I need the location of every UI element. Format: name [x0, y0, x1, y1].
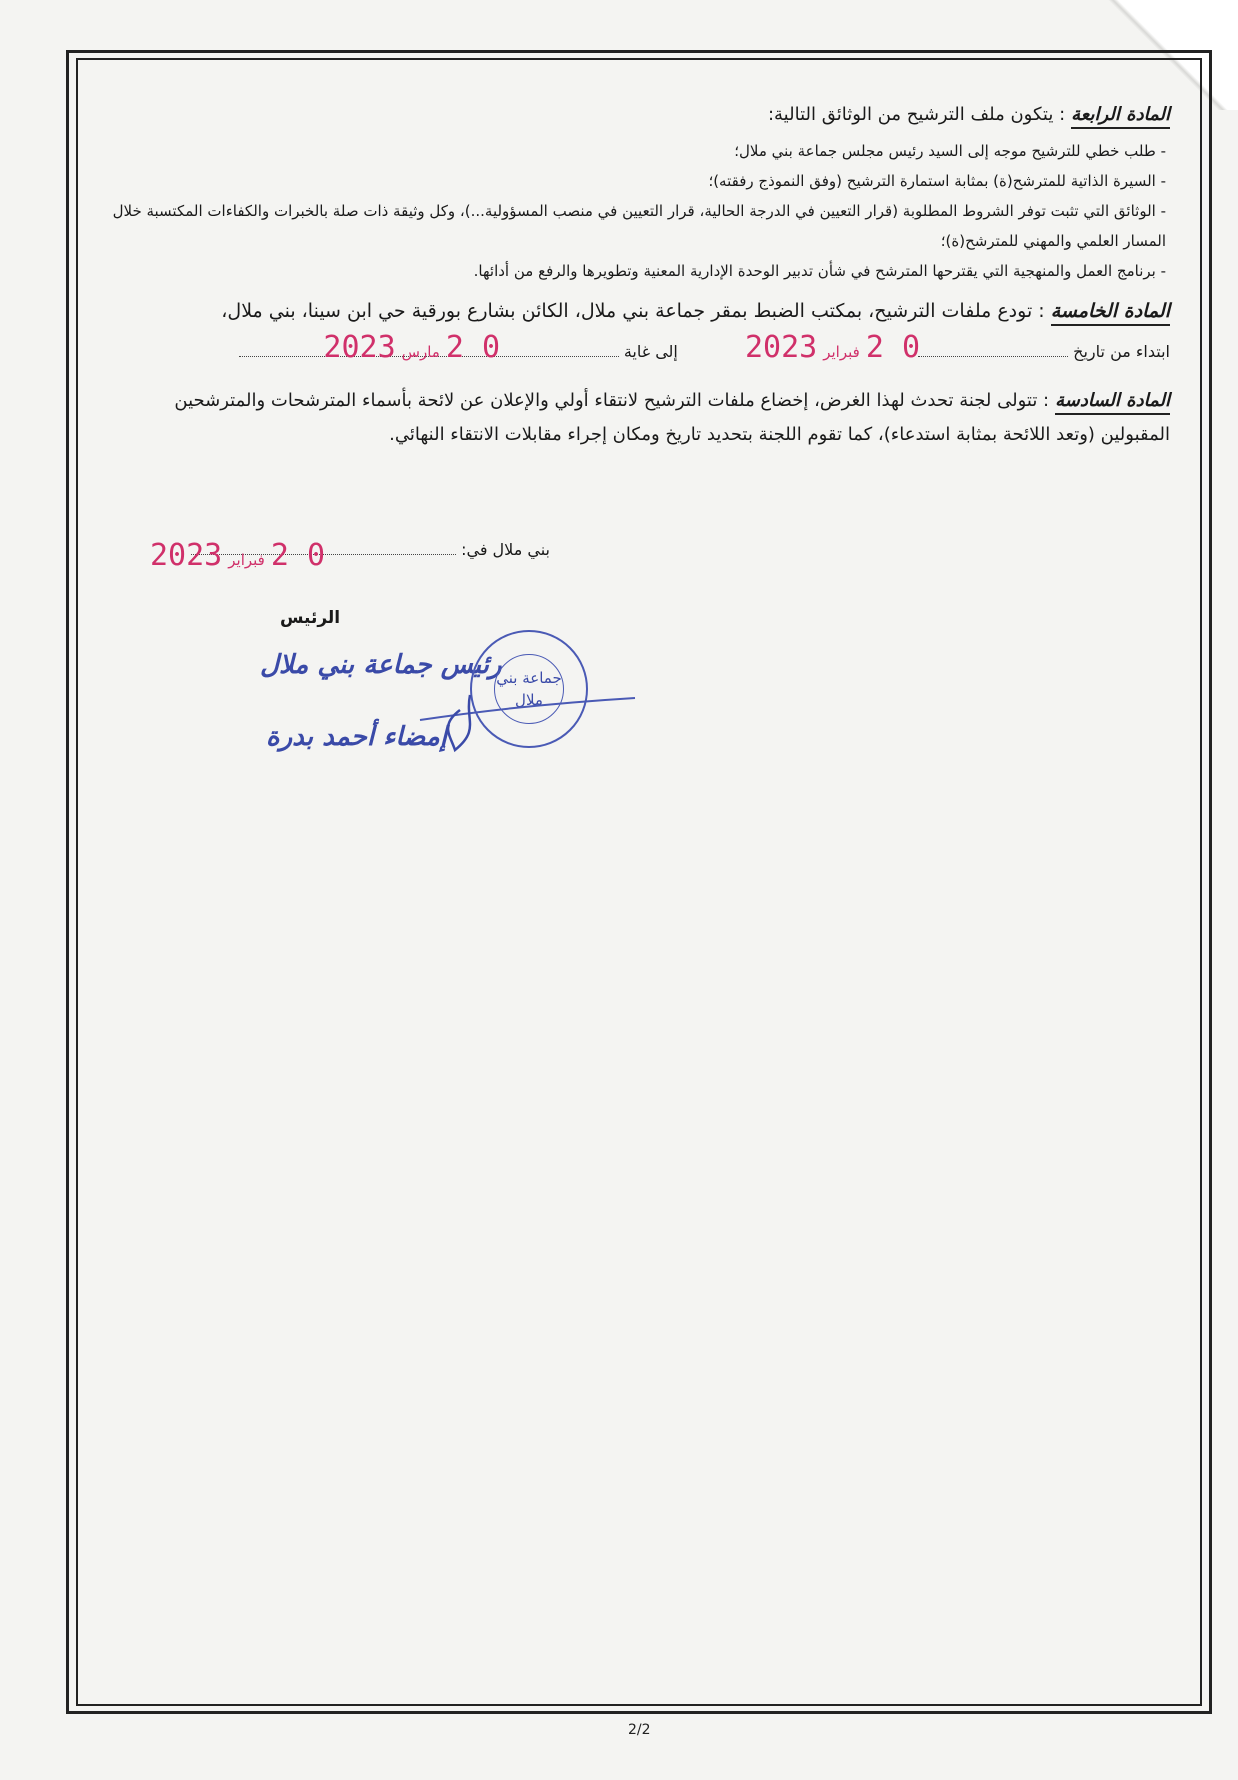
document-list-item: - الوثائق التي تثبت توفر الشروط المطلوبة (قرار التعيين في الدرجة الحالية، قرار التعيين في منصب المسؤولية...)، وكل وثيقة ذات صلة بالخبرات والكفاءات المكتسبة خلال المسار العلمي والمهني للمترشح(ة)؛ [112, 202, 1166, 250]
article-fifth-text: : تودع ملفات الترشيح، بمكتب الضبط بمقر جماعة بني ملال، الكائن بشارع بورقية حي ابن سينا، بني ملال، [221, 300, 1045, 322]
document-list-item: - طلب خطي للترشيح موجه إلى السيد رئيس مجلس جماعة بني ملال؛ [734, 142, 1166, 160]
article-fifth [110, 296, 1170, 326]
article-fourth [110, 100, 1170, 130]
page-number: 2/2 [628, 1722, 651, 1738]
to-date-label: إلى غاية [623, 342, 678, 361]
article-fourth-title: المادة الرابعة [1071, 104, 1170, 129]
document-body [110, 100, 1170, 458]
article-fourth-intro: : يتكون ملف الترشيح من الوثائق التالية: [767, 104, 1066, 125]
article-fifth-title: المادة الخامسة [1051, 300, 1170, 326]
from-date-month: فبراير [823, 343, 860, 361]
signing-date-month: فبراير [228, 551, 265, 569]
article-sixth-title: المادة السادسة [1055, 390, 1170, 415]
signing-date-stamp [150, 538, 325, 573]
to-date-month: مارس [401, 343, 440, 361]
document-list-item: - برنامج العمل والمنهجية التي يقترحها المترشح في شأن تدبير الوحدة الإدارية المعنية وتطويرها والرفع من أدائها. [473, 262, 1166, 280]
from-date-year: 2023 [744, 330, 818, 365]
from-date-stamp [745, 328, 920, 372]
signature-block [260, 630, 640, 770]
official-seal-text: جماعة بني ملال [494, 654, 564, 724]
to-date-year: 2023 [323, 330, 396, 365]
from-date-label: ابتداء من تاريخ [1073, 342, 1170, 361]
article-sixth-text: : تتولى لجنة تحدث لهذا الغرض، إخضاع ملفات الترشيح لانتقاء أولي والإعلان عن لائحة بأسماء المترشحات والمترشحين المقبولين (وتعد اللائحة بمثابة استدعاء)، كما تقوم اللجنة بتحديد تاريخ ومكان إجراء مقابلات الانتقاء النهائي. [174, 390, 1170, 445]
signing-date-year: 2023 [150, 538, 223, 573]
president-stamp-title: رئيس جماعة بني ملال [260, 650, 502, 680]
from-date-field [918, 356, 1068, 357]
document-list-item: - السيرة الذاتية للمترشح(ة) بمثابة استمارة الترشيح (وفق النموذج رفقته)؛ [708, 172, 1166, 190]
signature-name: إمضاء أحمد بدرة [266, 722, 447, 752]
from-date-day: 0 2 [865, 330, 920, 365]
place-date-row [130, 540, 550, 590]
president-label: الرئيس [280, 608, 341, 628]
to-date-stamp [323, 328, 500, 372]
to-date-day: 0 2 [445, 330, 500, 365]
signing-date-day: 0 2 [270, 538, 326, 573]
article-sixth [110, 384, 1170, 452]
place-label: بني ملال في: [461, 540, 550, 559]
deposit-dates-row [110, 332, 1170, 376]
